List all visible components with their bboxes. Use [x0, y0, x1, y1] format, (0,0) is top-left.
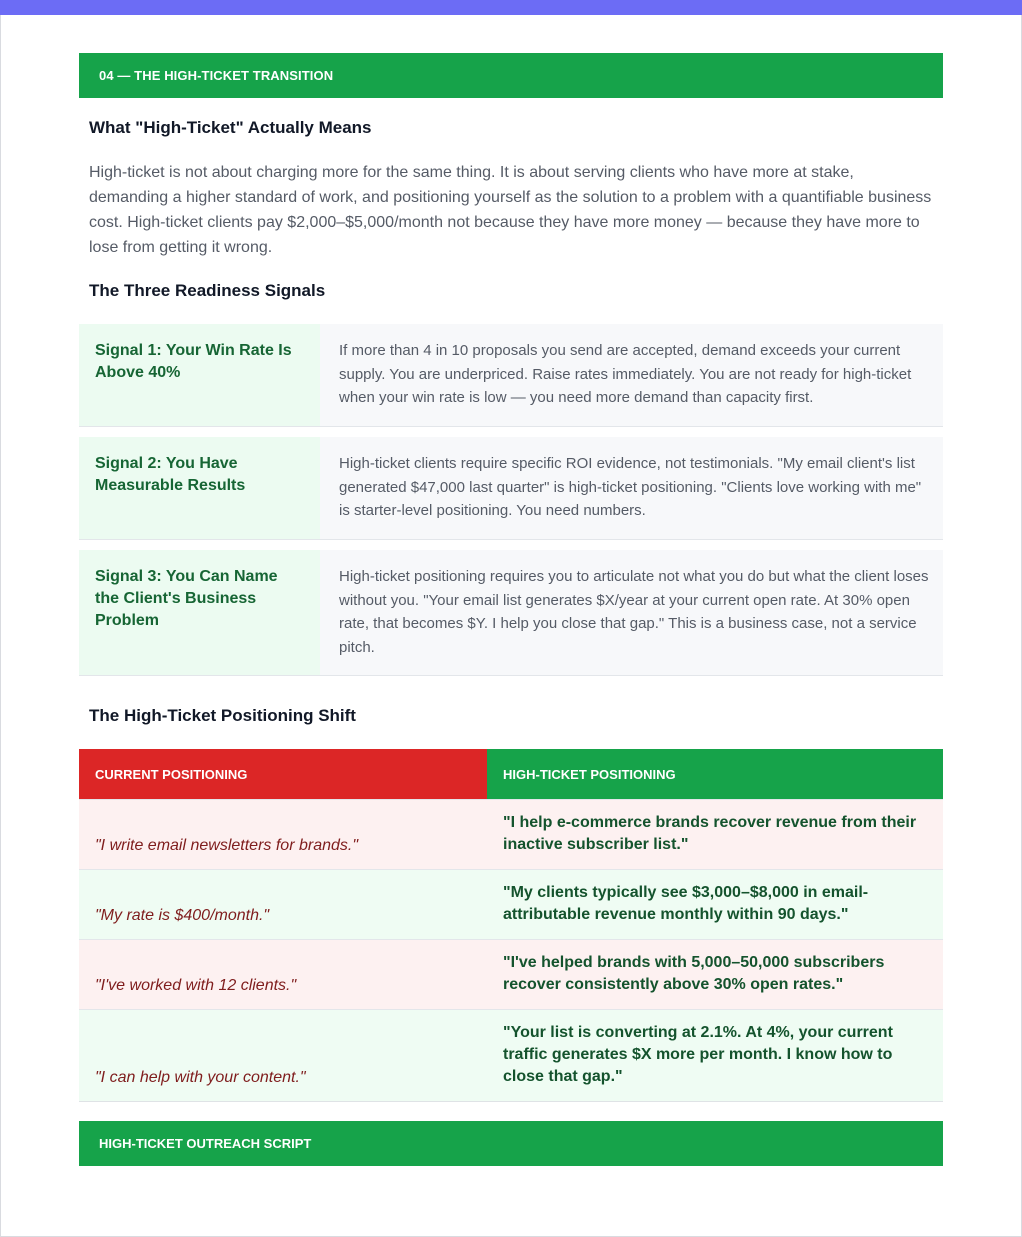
script-banner — [79, 1121, 943, 1166]
current-positioning-cell: "My rate is $400/month." — [95, 907, 270, 924]
signal-card — [79, 324, 943, 427]
signal-body: High-ticket positioning requires you to articulate not what you do but what the client loses without you. "Your email list generates $X/year at your current open rate. At 30% open rate, that becomes $Y. I help you close that gap." This is a business case, not a service pitch. — [339, 568, 929, 656]
shift-heading: The High-Ticket Positioning Shift — [89, 706, 356, 725]
meaning-paragraph: High-ticket is not about charging more for the same thing. It is about serving clients who have more at stake, demanding a higher standard of work, and positioning yourself as the solution to a problem with a quantifiable business cost. High-ticket clients pay $2,000–$5,000/month not because they have more money — because they have more to lose from getting it wrong. — [89, 164, 932, 256]
signal-title: Signal 1: Your Win Rate Is Above 40% — [79, 324, 320, 426]
signal-card — [79, 550, 943, 676]
signal-body: High-ticket clients require specific ROI evidence, not testimonials. "My email client's list generated $47,000 last quarter" is high-ticket positioning. "Clients love working with me" is starter-level positioning. You need numbers. — [339, 455, 922, 519]
signal-title: Signal 2: You Have Measurable Results — [79, 437, 320, 539]
table-row — [79, 799, 943, 869]
table-row — [79, 1009, 943, 1101]
signal-body: If more than 4 in 10 proposals you send are accepted, demand exceeds your current supply. You are underpriced. Raise rates immediately. You are not ready for high-ticket when your win rate is low — you need more demand than capacity first. — [339, 342, 912, 406]
column-header-current: CURRENT POSITIONING — [79, 749, 487, 799]
table-header — [79, 749, 943, 799]
high-ticket-positioning-cell: "My clients typically see $3,000–$8,000 in email-attributable revenue monthly within 90 days." — [503, 884, 869, 923]
high-ticket-positioning-cell: "I've helped brands with 5,000–50,000 subscribers recover consistently above 30% open rates." — [503, 954, 885, 993]
signals-list — [79, 324, 943, 676]
positioning-table — [79, 749, 943, 1102]
meaning-heading: What "High-Ticket" Actually Means — [89, 118, 372, 137]
high-ticket-positioning-cell: "Your list is converting at 2.1%. At 4%, your current traffic generates $X more per month. I know how to close that gap." — [503, 1024, 893, 1085]
current-positioning-cell: "I write email newsletters for brands." — [95, 837, 359, 854]
section-banner-label: 04 — THE HIGH-TICKET TRANSITION — [99, 68, 334, 83]
table-row — [79, 869, 943, 939]
table-row — [79, 939, 943, 1009]
current-positioning-cell: "I've worked with 12 clients." — [95, 977, 297, 994]
signals-heading: The Three Readiness Signals — [89, 281, 326, 300]
script-banner-label: HIGH-TICKET OUTREACH SCRIPT — [99, 1136, 312, 1151]
signal-title: Signal 3: You Can Name the Client's Business Problem — [79, 550, 320, 675]
current-positioning-cell: "I can help with your content." — [95, 1069, 306, 1086]
page-content — [79, 53, 943, 1166]
column-header-high-ticket: HIGH-TICKET POSITIONING — [487, 749, 943, 799]
top-accent-strip — [0, 0, 1022, 15]
high-ticket-positioning-cell: "I help e-commerce brands recover revenue from their inactive subscriber list." — [503, 814, 917, 853]
section-banner — [79, 53, 943, 98]
signal-card — [79, 437, 943, 540]
